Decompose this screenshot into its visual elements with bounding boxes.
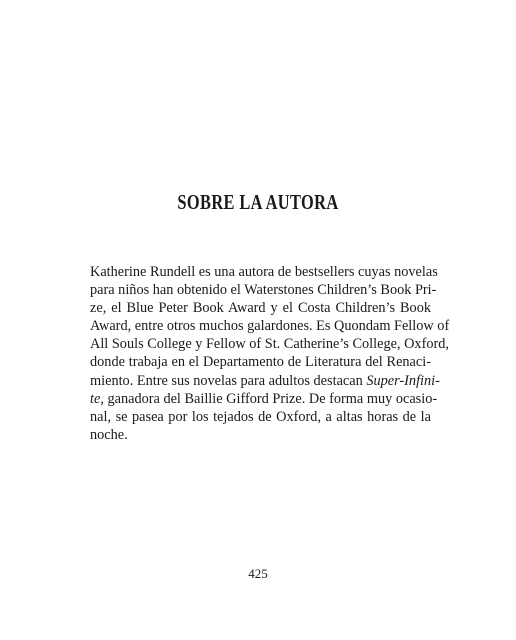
bio-line-7: [90, 372, 440, 390]
book-title-italic: te: [90, 390, 101, 407]
bio-text: nal, se pasea por los tejados de Oxford, a altas horas de la: [90, 408, 431, 425]
bio-line-4: [90, 317, 450, 335]
bio-line-8: [90, 390, 438, 408]
bio-line-3: [90, 299, 431, 317]
bio-text: donde trabaja en el Departamento de Literatura del Renaci-: [90, 354, 431, 371]
bio-line-10: [90, 426, 431, 444]
author-bio-paragraph: [90, 263, 450, 444]
bio-text: miento. Entre sus novelas para adultos destacan: [90, 372, 367, 389]
bio-text: ze, el Blue Peter Book Award y el Costa Children’s Book: [90, 300, 431, 317]
bio-text: , ganadora del Baillie Gifford Prize. De forma muy ocasio-: [100, 390, 438, 407]
bio-text: All Souls College y Fellow of St. Catherine’s College, Oxford,: [90, 336, 449, 353]
bio-line-5: [90, 335, 449, 353]
bio-text: Katherine Rundell es una autora de bestsellers cuyas novelas: [90, 264, 438, 280]
bio-text: Award, entre otros muchos galardones. Es Quondam Fellow of: [90, 318, 450, 335]
bio-line-6: [90, 353, 431, 371]
bio-text: para niños han obtenido el Waterstones Children’s Book Pri-: [90, 282, 437, 299]
page-number: 425: [248, 566, 268, 581]
section-heading: SOBRE LA AUTORA: [177, 190, 339, 214]
bio-text: noche.: [90, 426, 128, 443]
bio-line-2: [90, 281, 437, 299]
book-title-italic: Super-Infini-: [366, 372, 440, 389]
bio-line-9: [90, 408, 431, 426]
bio-line-1: [90, 263, 438, 281]
